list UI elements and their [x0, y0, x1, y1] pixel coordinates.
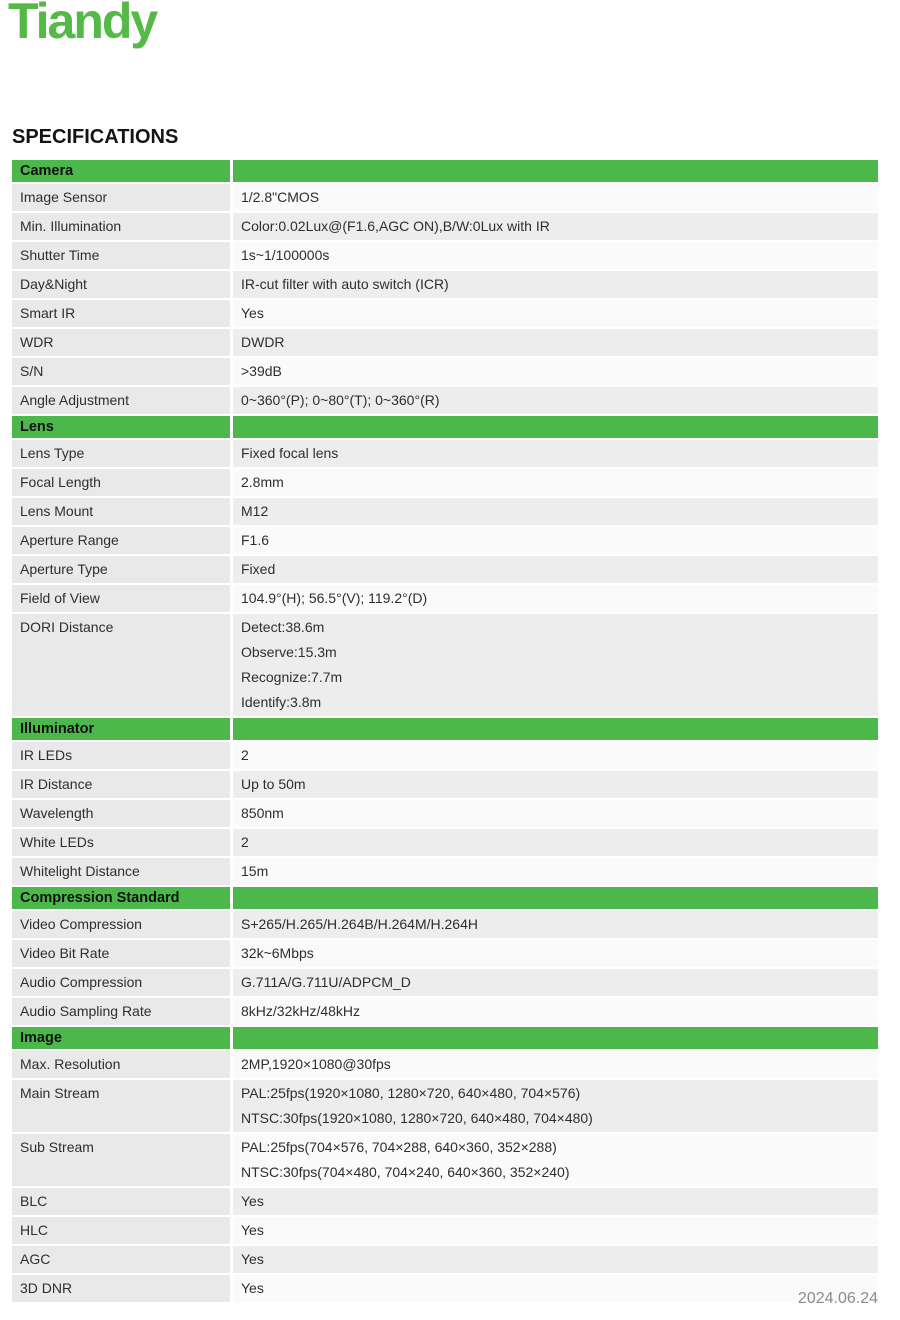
spec-value	[233, 1134, 878, 1186]
spec-value-line: Up to 50m	[241, 776, 306, 792]
spec-value	[233, 1188, 878, 1215]
table-row	[12, 800, 878, 827]
spec-value	[233, 1080, 878, 1132]
spec-value	[233, 829, 878, 856]
spec-label: Video Compression	[12, 911, 230, 938]
table-row	[12, 1080, 878, 1132]
section-header	[12, 1027, 878, 1049]
spec-value-line: DWDR	[241, 334, 285, 350]
section-title: Lens	[12, 416, 230, 438]
spec-value	[233, 300, 878, 327]
spec-value-line: Fixed	[241, 561, 276, 577]
spec-value-line: Yes	[241, 1222, 264, 1238]
section-header-fill	[233, 416, 878, 438]
spec-label: White LEDs	[12, 829, 230, 856]
spec-value	[233, 911, 878, 938]
table-row	[12, 771, 878, 798]
table-row	[12, 387, 878, 414]
spec-value-line: NTSC:30fps(704×480, 704×240, 640×360, 352×240)	[241, 1164, 570, 1180]
spec-label: Lens Type	[12, 440, 230, 467]
spec-value	[233, 585, 878, 612]
table-row	[12, 358, 878, 385]
spec-label: Image Sensor	[12, 184, 230, 211]
spec-value-line: Detect:38.6m	[241, 619, 325, 635]
spec-value	[233, 998, 878, 1025]
section-header	[12, 416, 878, 438]
table-row	[12, 1275, 878, 1302]
table-row	[12, 1246, 878, 1273]
spec-value	[233, 556, 878, 583]
spec-value-line: Identify:3.8m	[241, 694, 322, 710]
section-header	[12, 160, 878, 182]
table-row	[12, 858, 878, 885]
spec-value-line: S+265/H.265/H.264B/H.264M/H.264H	[241, 916, 478, 932]
spec-value	[233, 969, 878, 996]
spec-value-line: IR-cut filter with auto switch (ICR)	[241, 276, 449, 292]
footer-date: 2024.06.24	[797, 1290, 878, 1307]
spec-value	[233, 1051, 878, 1078]
table-row	[12, 969, 878, 996]
section-header-fill	[233, 887, 878, 909]
table-row	[12, 614, 878, 716]
section-title: Illuminator	[12, 718, 230, 740]
table-row	[12, 242, 878, 269]
tiandy-logo: Tiandy	[8, 0, 157, 49]
section-title: Image	[12, 1027, 230, 1049]
spec-label: WDR	[12, 329, 230, 356]
spec-value-line: PAL:25fps(704×576, 704×288, 640×360, 352×288)	[241, 1139, 557, 1155]
spec-label: Smart IR	[12, 300, 230, 327]
section-header-fill	[233, 160, 878, 182]
spec-value	[233, 469, 878, 496]
spec-label: Lens Mount	[12, 498, 230, 525]
spec-value-line: 32k~6Mbps	[241, 945, 314, 961]
spec-label: Min. Illumination	[12, 213, 230, 240]
specifications-table	[12, 160, 878, 1304]
spec-value	[233, 1275, 878, 1302]
table-row	[12, 1188, 878, 1215]
spec-value-line: 1/2.8"CMOS	[241, 189, 320, 205]
table-row	[12, 329, 878, 356]
section-title: Camera	[12, 160, 230, 182]
table-row	[12, 911, 878, 938]
spec-value-line: Yes	[241, 1251, 264, 1267]
spec-label: Video Bit Rate	[12, 940, 230, 967]
spec-value	[233, 614, 878, 716]
spec-label: Wavelength	[12, 800, 230, 827]
spec-label: Aperture Range	[12, 527, 230, 554]
spec-label: Audio Compression	[12, 969, 230, 996]
spec-value	[233, 1217, 878, 1244]
spec-value-line: Color:0.02Lux@(F1.6,AGC ON),B/W:0Lux with IR	[241, 218, 550, 234]
spec-value-line: 1s~1/100000s	[241, 247, 330, 263]
spec-value	[233, 213, 878, 240]
spec-value	[233, 940, 878, 967]
spec-value-line: 8kHz/32kHz/48kHz	[241, 1003, 361, 1019]
spec-value-line: PAL:25fps(1920×1080, 1280×720, 640×480, 704×576)	[241, 1085, 581, 1101]
table-row	[12, 998, 878, 1025]
spec-value-line: 850nm	[241, 805, 284, 821]
spec-label: Whitelight Distance	[12, 858, 230, 885]
spec-label: Focal Length	[12, 469, 230, 496]
spec-value	[233, 184, 878, 211]
table-row	[12, 440, 878, 467]
spec-label: S/N	[12, 358, 230, 385]
section-header	[12, 887, 878, 909]
table-row	[12, 184, 878, 211]
table-row	[12, 1134, 878, 1186]
spec-value-line: F1.6	[241, 532, 270, 548]
spec-value-line: 2MP,1920×1080@30fps	[241, 1056, 391, 1072]
spec-label: Field of View	[12, 585, 230, 612]
spec-value-line: Fixed focal lens	[241, 445, 339, 461]
table-row	[12, 469, 878, 496]
table-row	[12, 829, 878, 856]
table-row	[12, 1051, 878, 1078]
spec-value-line: Yes	[241, 1193, 264, 1209]
spec-label: DORI Distance	[12, 614, 230, 716]
spec-value	[233, 498, 878, 525]
spec-label: Max. Resolution	[12, 1051, 230, 1078]
spec-value-line: 2.8mm	[241, 474, 284, 490]
table-row	[12, 300, 878, 327]
table-row	[12, 556, 878, 583]
spec-value-line: Observe:15.3m	[241, 644, 337, 660]
table-row	[12, 213, 878, 240]
spec-value-line: 15m	[241, 863, 269, 879]
spec-label: Shutter Time	[12, 242, 230, 269]
spec-value	[233, 329, 878, 356]
spec-value	[233, 387, 878, 414]
spec-label: Audio Sampling Rate	[12, 998, 230, 1025]
table-row	[12, 1217, 878, 1244]
spec-label: HLC	[12, 1217, 230, 1244]
spec-value-line: 0~360°(P); 0~80°(T); 0~360°(R)	[241, 392, 440, 408]
table-row	[12, 940, 878, 967]
table-row	[12, 498, 878, 525]
spec-label: Angle Adjustment	[12, 387, 230, 414]
spec-value-line: Yes	[241, 1280, 264, 1296]
spec-value	[233, 771, 878, 798]
table-row	[12, 527, 878, 554]
spec-value	[233, 527, 878, 554]
section-header	[12, 718, 878, 740]
spec-label: Sub Stream	[12, 1134, 230, 1186]
spec-label: Aperture Type	[12, 556, 230, 583]
spec-label: 3D DNR	[12, 1275, 230, 1302]
spec-value-line: G.711A/G.711U/ADPCM_D	[241, 974, 411, 990]
section-header-fill	[233, 718, 878, 740]
spec-value	[233, 858, 878, 885]
spec-value-line: Recognize:7.7m	[241, 669, 343, 685]
spec-value-line: M12	[241, 503, 269, 519]
spec-value	[233, 271, 878, 298]
section-header-fill	[233, 1027, 878, 1049]
spec-label: Day&Night	[12, 271, 230, 298]
spec-value-line: 104.9°(H); 56.5°(V); 119.2°(D)	[241, 590, 428, 606]
spec-value	[233, 440, 878, 467]
spec-value-line: 2	[241, 834, 249, 850]
spec-value	[233, 242, 878, 269]
spec-label: IR Distance	[12, 771, 230, 798]
spec-value	[233, 800, 878, 827]
spec-value	[233, 358, 878, 385]
spec-value-line: Yes	[241, 305, 264, 321]
spec-label: BLC	[12, 1188, 230, 1215]
spec-value-line: 2	[241, 747, 249, 763]
spec-label: AGC	[12, 1246, 230, 1273]
table-row	[12, 585, 878, 612]
spec-label: Main Stream	[12, 1080, 230, 1132]
spec-value	[233, 1246, 878, 1273]
spec-value	[233, 742, 878, 769]
page-title: SPECIFICATIONS	[12, 126, 179, 148]
section-title: Compression Standard	[12, 887, 230, 909]
spec-value-line: >39dB	[241, 363, 282, 379]
table-row	[12, 271, 878, 298]
table-row	[12, 742, 878, 769]
spec-label: IR LEDs	[12, 742, 230, 769]
spec-value-line: NTSC:30fps(1920×1080, 1280×720, 640×480, 704×480)	[241, 1110, 593, 1126]
